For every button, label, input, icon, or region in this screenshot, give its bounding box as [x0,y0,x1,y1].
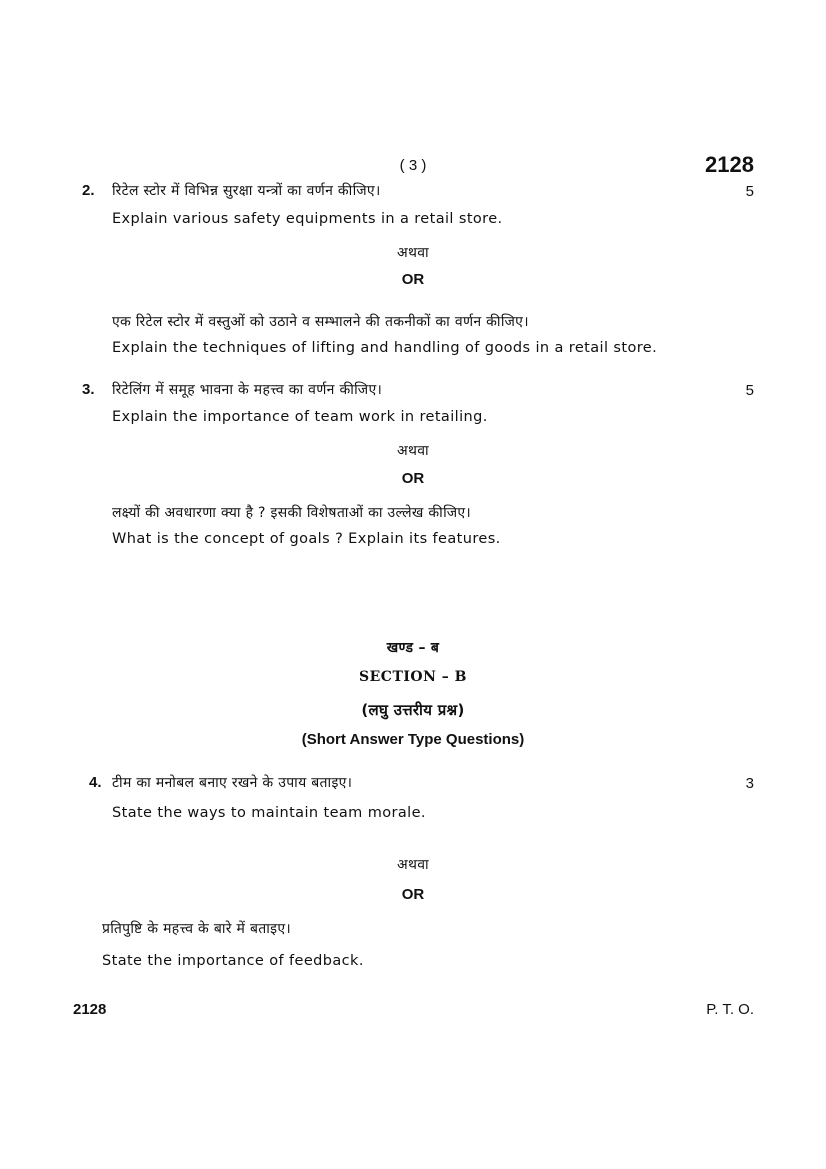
section-title-english: SECTION – B [359,669,467,685]
alt-question-hindi: एक रिटेल स्टोर में वस्तुओं को उठाने व सम्भालने की तकनीकों का वर्णन कीजिए। [112,314,529,330]
alt-question-english: State the importance of feedback. [102,953,364,969]
question-english: Explain various safety equipments in a retail store. [112,211,503,227]
alt-question-english: What is the concept of goals ? Explain its features. [112,531,501,547]
question-hindi: रिटेल स्टोर में विभिन्न सुरक्षा यन्त्रों का वर्णन कीजिए। [112,183,381,199]
alt-question-hindi: लक्ष्यों की अवधारणा क्या है ? इसकी विशेषताओं का उल्लेख कीजिए। [112,505,472,521]
or-hindi: अथवा [397,443,429,459]
question-english: State the ways to maintain team morale. [112,805,426,821]
question-number: 2. [82,182,95,199]
question-number: 3. [82,381,95,398]
or-hindi: अथवा [397,245,429,261]
question-marks: 5 [745,183,754,200]
question-hindi: टीम का मनोबल बनाए रखने के उपाय बताइए। [112,775,353,791]
question-english: Explain the importance of team work in retailing. [112,409,488,425]
page-number: ( 3 ) [399,157,427,174]
footer-pto: P. T. O. [706,1001,754,1018]
or-english: OR [401,886,425,903]
alt-question-english: Explain the techniques of lifting and handling of goods in a retail store. [112,340,658,356]
section-subtitle-english: (Short Answer Type Questions) [301,731,525,748]
question-marks: 5 [745,382,754,399]
section-title-hindi: खण्ड – ब [386,640,440,656]
or-english: OR [401,271,425,288]
or-hindi: अथवा [397,857,429,873]
alt-question-hindi: प्रतिपुष्टि के महत्त्व के बारे में बताइए। [102,921,291,937]
section-subtitle-hindi: (लघु उत्तरीय प्रश्न) [361,701,465,719]
or-english: OR [401,470,425,487]
question-hindi: रिटेलिंग में समूह भावना के महत्त्व का वर्णन कीजिए। [112,382,383,398]
footer-paper-code: 2128 [73,1001,107,1018]
paper-code-header: 2128 [705,152,754,177]
question-marks: 3 [745,775,754,792]
question-number: 4. [89,774,102,791]
